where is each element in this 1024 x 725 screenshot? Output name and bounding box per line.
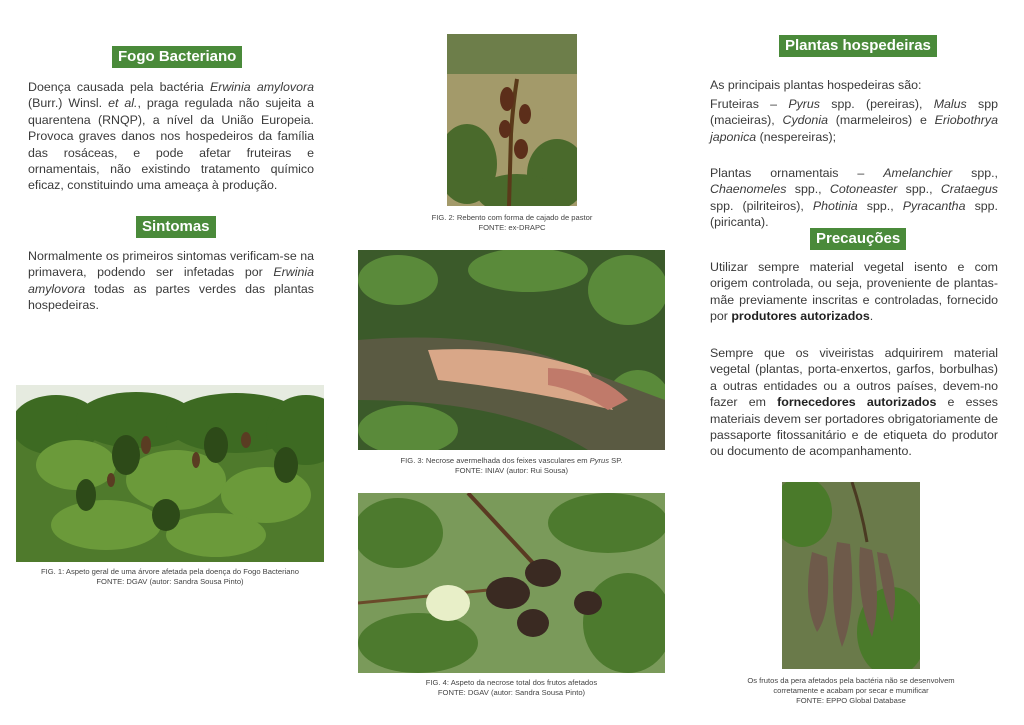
plantas-hospedeiras-heading: Plantas hospedeiras xyxy=(779,35,937,57)
precaucoes-paragraph-2: Sempre que os viveiristas adquirirem material vegetal (plantas, porta-enxertos, garfos, borbulhas) a outras entidades ou a outros países, devem-no fazer em fornecedores autorizados e esses materiais devem ser portadores obrigatoriamente de passaporte fitossanitário e de etiqueta do produtor ou documento de acompanhamento. xyxy=(710,346,998,459)
precaucoes-heading: Precauções xyxy=(810,228,906,250)
fig1-caption: FIG. 1: Aspeto geral de uma árvore afetada pela doença do Fogo Bacteriano FONTE: DGAV (autor: Sandra Sousa Pinto) xyxy=(41,567,299,586)
fig3-branch-photo xyxy=(358,250,665,450)
fig1-tree-photo xyxy=(16,385,324,562)
fruteiras-paragraph: Fruteiras – Pyrus spp. (pereiras), Malus spp (macieiras), Cydonia (marmeleiros) e Eriobothrya japonica (nespereiras); xyxy=(710,97,998,144)
fig2-shoot-photo xyxy=(447,34,577,206)
fig2-caption: FIG. 2: Rebento com forma de cajado de pastor FONTE: ex-DRAPC xyxy=(431,213,593,232)
fogo-bacteriano-heading: Fogo Bacteriano xyxy=(112,46,242,68)
fig4-caption: FIG. 4: Aspeto da necrose total dos frutos afetados FONTE: DGAV (autor: Sandra Sousa Pinto) xyxy=(425,678,598,697)
sintomas-paragraph: Normalmente os primeiros sintomas verificam-se na primavera, podendo ser infetadas por Erwinia amylovora todas as partes verdes das plantas hospedeiras. xyxy=(28,249,314,313)
ornamentais-paragraph: Plantas ornamentais – Amelanchier spp., Chaenomeles spp., Cotoneaster spp., Crataegus spp. (pilriteiros), Photinia spp., Pyracantha spp. (piricanta). xyxy=(710,166,998,230)
fogo-bacteriano-paragraph: Doença causada pela bactéria Erwinia amylovora (Burr.) Winsl. et al., praga regulada não sujeita a quarentena (RNQP), a nível da União Europeia. Provoca graves danos nos hospedeiros da família das rosáceas, e pode afetar fruteiras e ornamentais, não existindo tratamento químico eficaz, constituindo uma ameaça à produção. xyxy=(28,80,314,193)
fig5-caption: Os frutos da pera afetados pela bactéria não se desenvolvem corretamente e acabam por secar e mumificar FONTE: EPPO Global Database xyxy=(747,676,955,705)
sintomas-heading: Sintomas xyxy=(136,216,216,238)
fig3-caption: FIG. 3: Necrose avermelhada dos feixes vasculares em Pyrus SP. FONTE: INIAV (autor: Rui Sousa) xyxy=(400,456,623,475)
precaucoes-paragraph-1: Utilizar sempre material vegetal isento e com origem controlada, ou seja, proveniente de plantas-mãe previamente inscritas e controladas, fornecido por produtores autorizados. xyxy=(710,260,998,324)
fig4-fruits-photo xyxy=(358,493,665,673)
hospedeiras-intro: As principais plantas hospedeiras são: xyxy=(710,78,922,92)
fig5-mummified-pears-photo xyxy=(782,482,920,669)
